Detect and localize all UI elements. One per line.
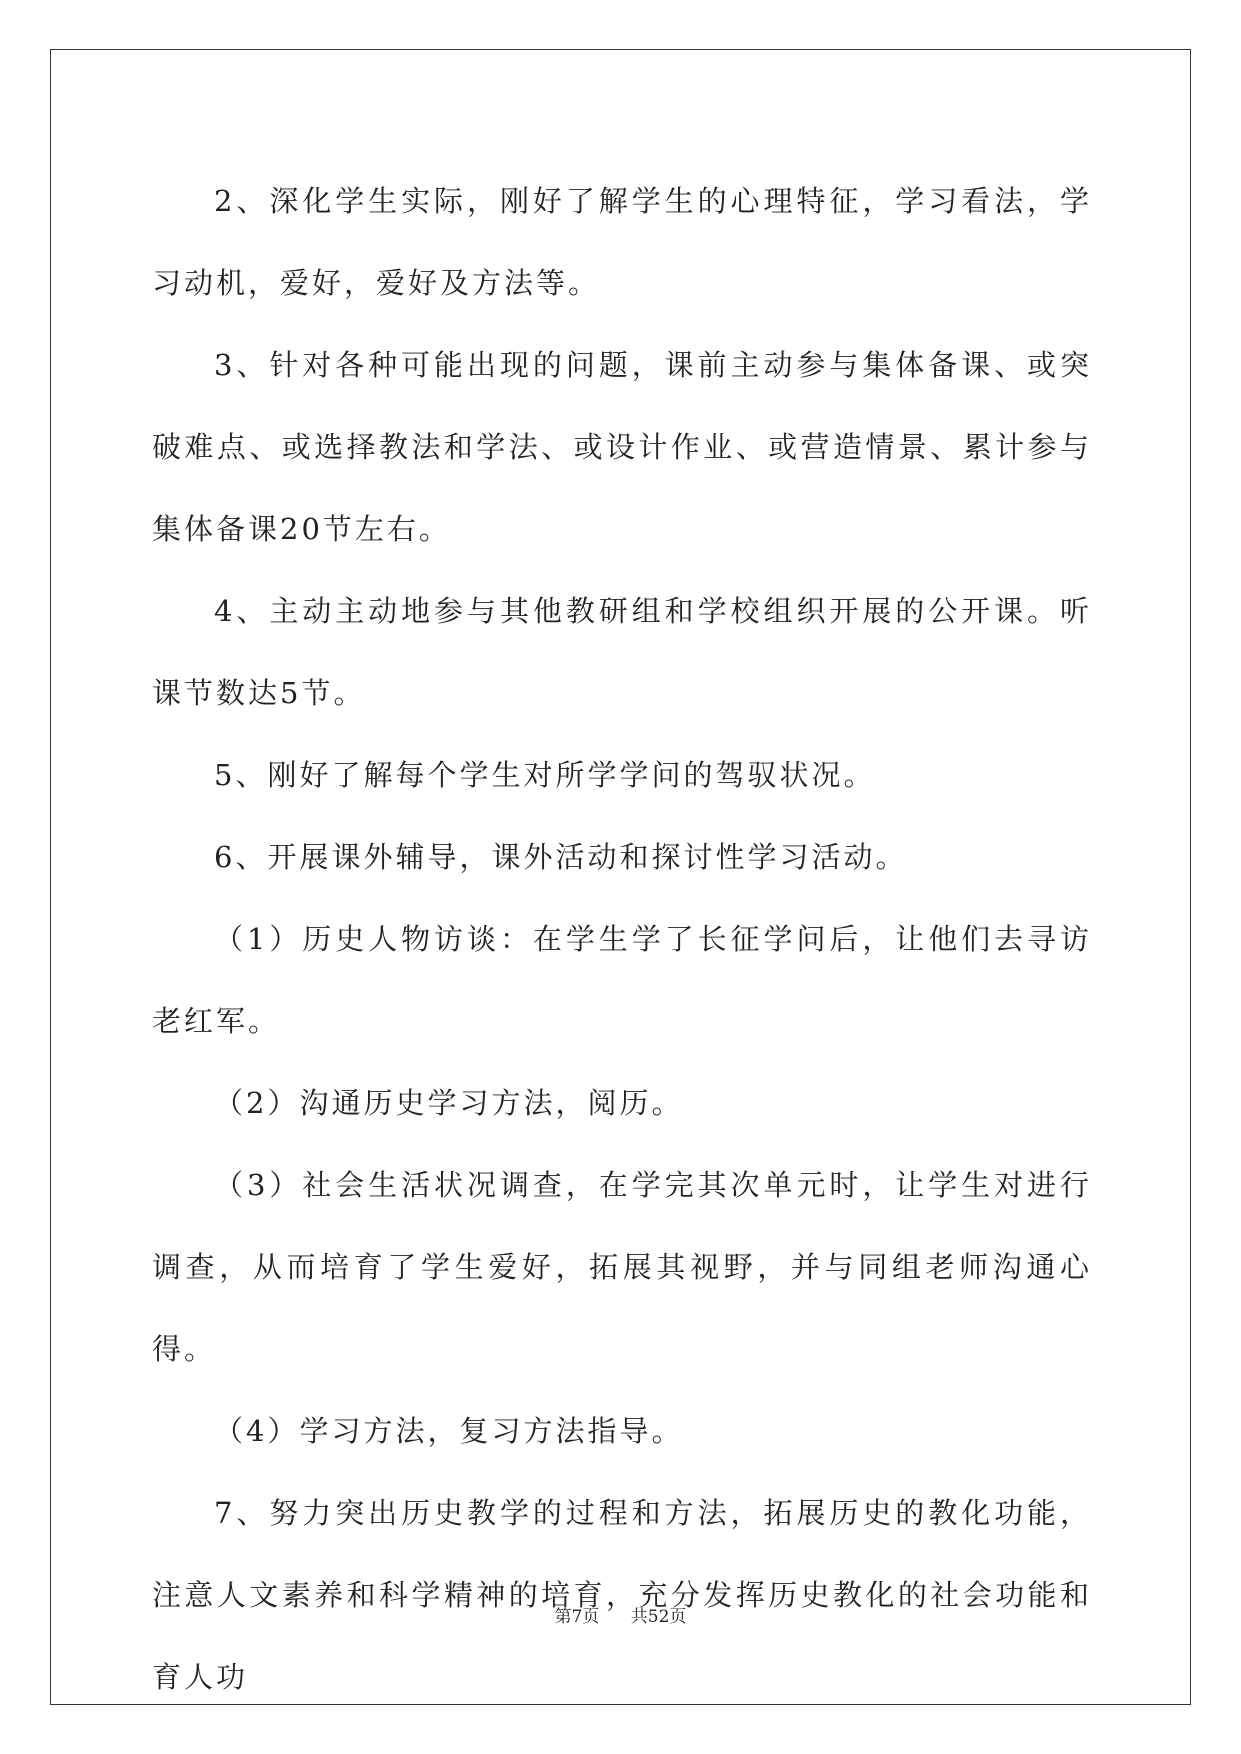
paragraph-5: 5、刚好了解每个学生对所学学问的驾驭状况。 — [214, 758, 876, 792]
document-body — [152, 160, 1092, 1718]
paragraph-6-3: （3）社会生活状况调查，在学完其次单元时，让学生对进行调查，从而培育了学生爱好，拓展其视野，并与同组老师沟通心得。 — [152, 1168, 1092, 1366]
paragraph-6-4: （4）学习方法，复习方法指导。 — [214, 1414, 684, 1448]
paragraph-7: 7、努力突出历史教学的过程和方法，拓展历史的教化功能，注意人文素养和科学精神的培育，充分发挥历史教化的社会功能和育人功 — [152, 1496, 1092, 1694]
page-footer — [0, 1602, 1241, 1627]
paragraph-2: 2、深化学生实际，刚好了解学生的心理特征，学习看法，学习动机，爱好，爱好及方法等。 — [152, 184, 1092, 300]
paragraph-6-1: （1）历史人物访谈：在学生学了长征学问后，让他们去寻访老红军。 — [152, 922, 1092, 1038]
paragraph-6: 6、开展课外辅导，课外活动和探讨性学习活动。 — [214, 840, 908, 874]
current-page-number: 第7页 — [554, 1607, 600, 1627]
paragraph-4: 4、主动主动地参与其他教研组和学校组织开展的公开课。听课节数达5节。 — [152, 594, 1092, 710]
total-page-count: 共52页 — [630, 1607, 687, 1627]
paragraph-3: 3、针对各种可能出现的问题，课前主动参与集体备课、或突破难点、或选择教法和学法、或设计作业、或营造情景、累计参与集体备课20节左右。 — [152, 348, 1092, 546]
paragraph-6-2: （2）沟通历史学习方法，阅历。 — [214, 1086, 684, 1120]
